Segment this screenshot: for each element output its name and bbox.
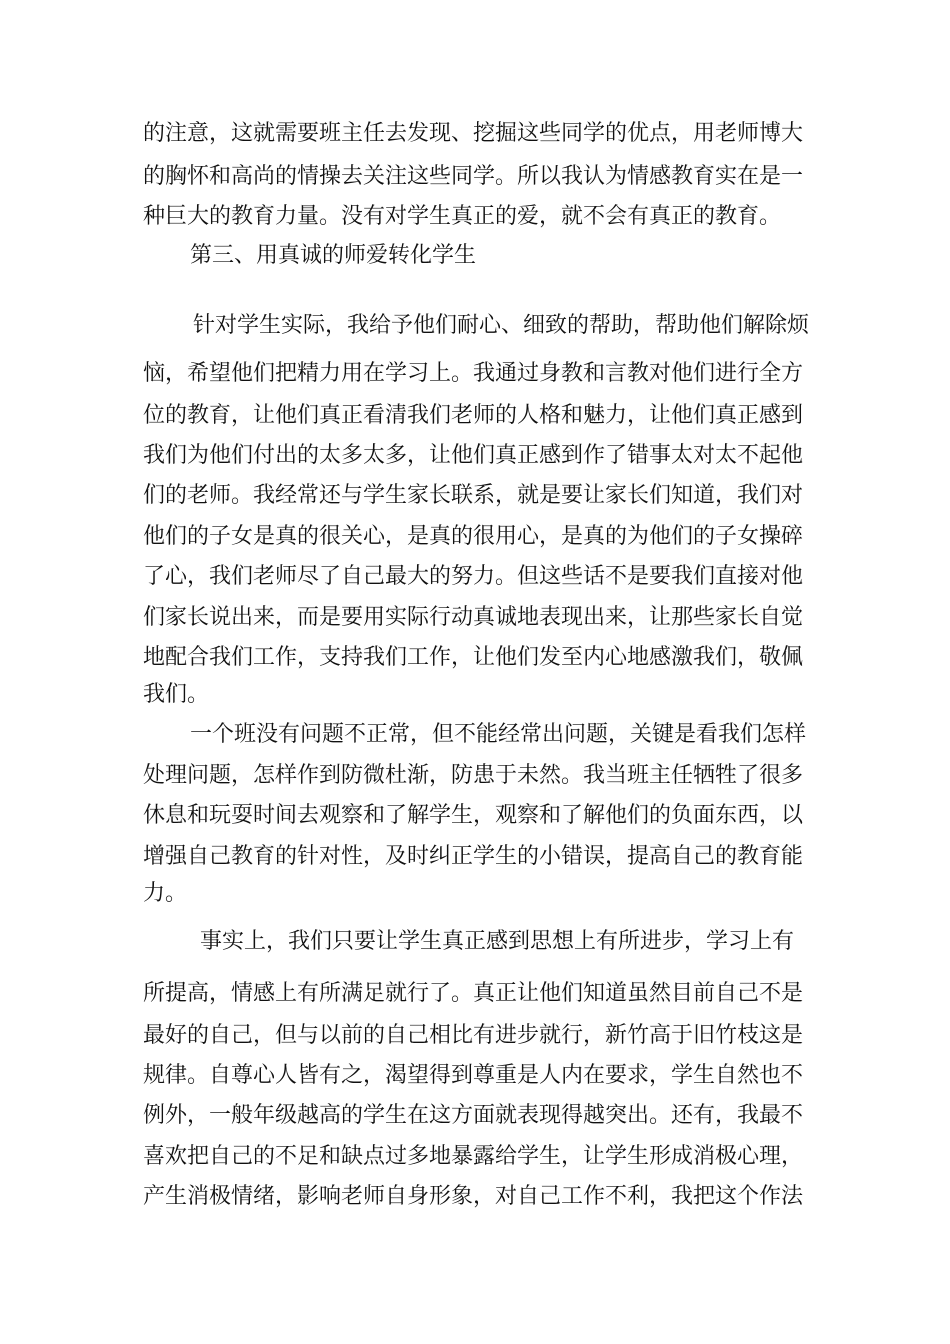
- text-line-22: 最好的自己，但与以前的自己相比有进步就行，新竹高于旧竹枝这是: [143, 1023, 804, 1048]
- text-line-7: 位的教育，让他们真正看清我们老师的人格和魅力，让他们真正感到: [143, 403, 804, 428]
- text-line-9: 们的老师。我经常还与学生家长联系，就是要让家长们知道，我们对: [143, 483, 804, 508]
- text-line-26: 产生消极情绪，影响老师自身形象，对自己工作不利，我把这个作法: [143, 1184, 804, 1209]
- text-line-6: 恼，希望他们把精力用在学习上。我通过身教和言教对他们进行全方: [143, 361, 804, 386]
- text-line-21: 所提高，情感上有所满足就行了。真正让他们知道虽然目前自己不是: [143, 981, 804, 1006]
- text-line-5: 针对学生实际，我给予他们耐心、细致的帮助，帮助他们解除烦: [193, 313, 810, 338]
- text-line-2: 的胸怀和高尚的情操去关注这些同学。所以我认为情感教育实在是一: [143, 164, 804, 189]
- text-line-8: 我们为他们付出的太多太多，让他们真正感到作了错事太对太不起他: [143, 443, 804, 468]
- text-line-12: 们家长说出来，而是要用实际行动真诚地表现出来，让那些家长自觉: [143, 605, 804, 630]
- text-line-24: 例外，一般年级越高的学生在这方面就表现得越突出。还有，我最不: [143, 1103, 804, 1128]
- section-heading: 第三、用真诚的师爱转化学生: [190, 243, 477, 268]
- text-line-25: 喜欢把自己的不足和缺点过多地暴露给学生，让学生形成消极心理，: [143, 1144, 804, 1169]
- text-line-11: 了心，我们老师尽了自己最大的努力。但这些话不是要我们直接对他: [143, 564, 804, 589]
- text-line-3: 种巨大的教育力量。没有对学生真正的爱，就不会有真正的教育。: [143, 204, 782, 229]
- text-line-23: 规律。自尊心人皆有之，渴望得到尊重是人内在要求，学生自然也不: [143, 1063, 804, 1088]
- text-line-14: 我们。: [143, 682, 210, 707]
- text-line-17: 休息和玩耍时间去观察和了解学生，观察和了解他们的负面东西，以: [143, 803, 804, 828]
- text-line-10: 他们的子女是真的很关心，是真的很用心，是真的为他们的子女操碎: [143, 524, 804, 549]
- text-line-19: 力。: [143, 881, 188, 906]
- text-line-18: 增强自己教育的针对性，及时纠正学生的小错误，提高自己的教育能: [143, 844, 804, 869]
- text-line-20: 事实上，我们只要让学生真正感到思想上有所进步，学习上有: [200, 929, 795, 954]
- text-line-15: 一个班没有问题不正常，但不能经常出问题，关键是看我们怎样: [190, 722, 807, 747]
- text-line-16: 处理问题，怎样作到防微杜渐，防患于未然。我当班主任牺牲了很多: [143, 763, 804, 788]
- text-line-13: 地配合我们工作，支持我们工作，让他们发至内心地感激我们，敬佩: [143, 645, 804, 670]
- text-line-1: 的注意，这就需要班主任去发现、挖掘这些同学的优点，用老师博大: [143, 121, 804, 146]
